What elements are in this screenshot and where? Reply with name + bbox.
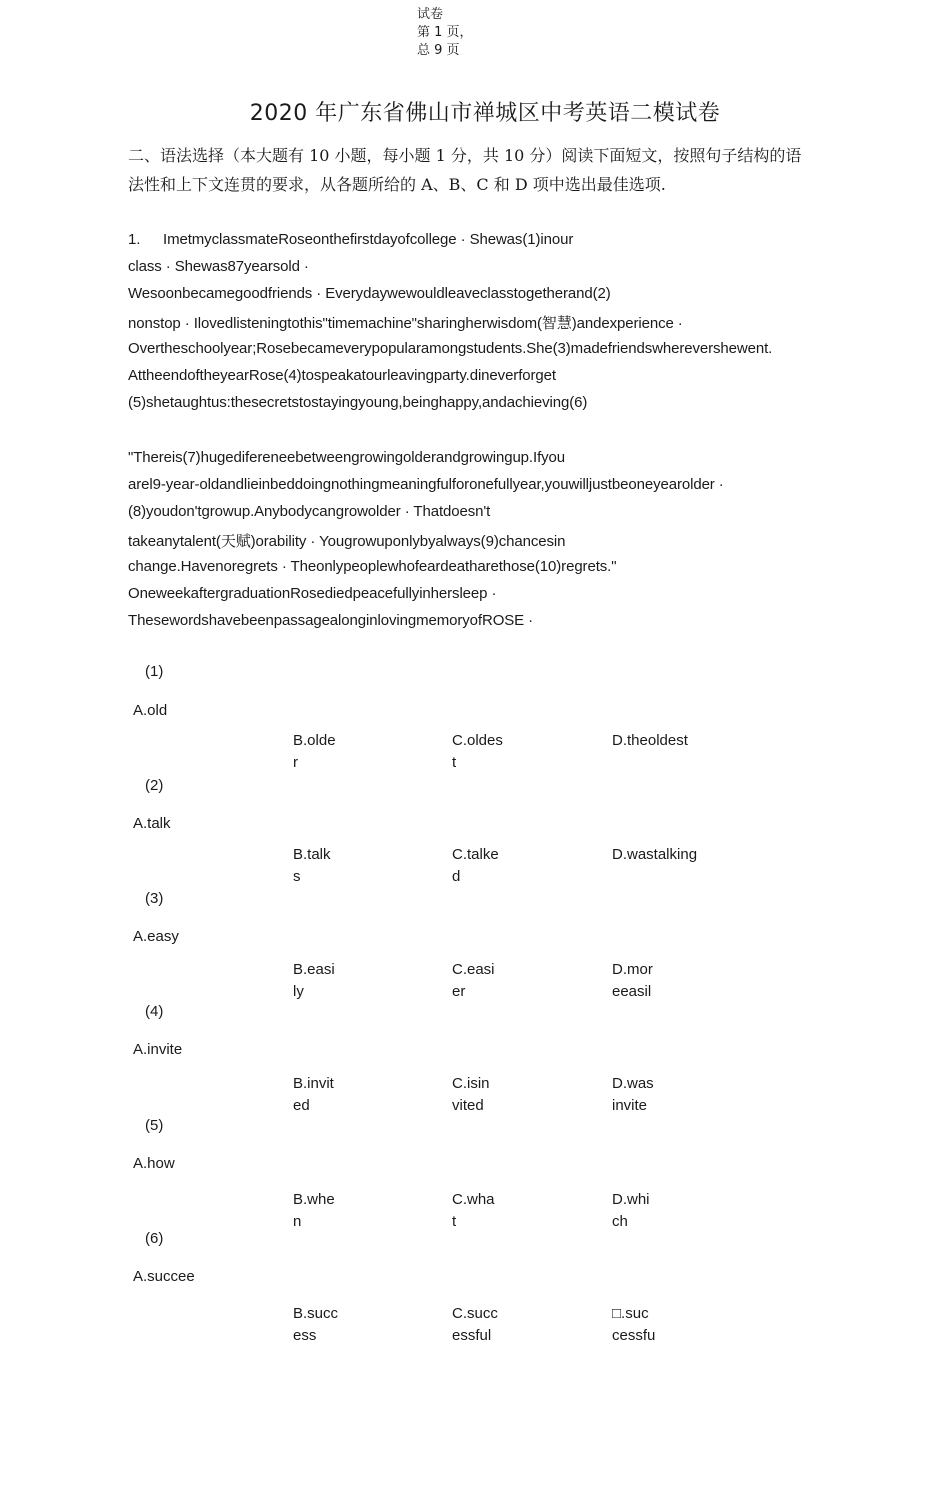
option-d[interactable]: D.mor eeasil [612,961,653,1000]
option-a[interactable]: A.easy [133,928,179,945]
instructions-line-1: 二、语法选择（本大题有 10 小题，每小题 1 分，共 10 分）阅读下面短文，按照句子结构的语 [128,146,802,165]
question-number: (1) [145,663,164,680]
question-number: (6) [145,1230,164,1247]
option-c[interactable]: C.easi er [452,961,495,1000]
option-b[interactable]: B.whe n [293,1191,335,1230]
option-c[interactable]: C.isin vited [452,1075,490,1114]
passage-line: AttheendoftheyearRose(4)tospeakatourleavingparty.dineverforget [128,367,556,384]
option-c[interactable]: C.oldes t [452,732,503,771]
header-label: 试卷 [417,7,444,22]
question-number: (2) [145,777,164,794]
passage-line: ThesewordshavebeenpassagealonginlovingmemoryofROSE · [128,612,534,629]
page-number: 第 1 页， [417,25,473,40]
passage-line: "Thereis(7)hugedifereneebetweengrowingolderandgrowingup.Ifyou [128,449,566,466]
total-pages: 总 9 页 [417,43,460,58]
option-d[interactable]: D.theoldest [612,732,688,749]
passage-line: class · Shewas87yearsold · [128,258,309,275]
question-number: 1. [128,231,141,248]
option-d[interactable]: D.wastalking [612,846,698,863]
question-number: (3) [145,890,164,907]
passage-line: Overtheschoolyear;Rosebecameverypopularamongstudents.She(3)madefriendswherevershewent. [128,340,773,357]
option-d[interactable]: D.whi ch [612,1191,650,1230]
option-b[interactable]: B.succ ess [293,1305,339,1344]
option-d[interactable]: D.was invite [612,1075,654,1114]
passage-line: OneweekaftergraduationRosediedpeacefullyinhersleep · [128,585,497,602]
option-a[interactable]: A.old [133,702,168,719]
passage-line: nonstop · Ilovedlisteningtothis"timemachine"sharingherwisdom(智慧)andexperience · [128,315,683,332]
option-a[interactable]: A.succee [133,1268,195,1285]
page-title: 2020 年广东省佛山市禅城区中考英语二模试卷 [249,101,721,126]
option-b[interactable]: B.olde r [293,732,336,771]
question-number: (5) [145,1117,164,1134]
passage-line: (8)youdon'tgrowup.Anybodycangrowolder · Thatdoesn't [128,503,491,520]
question-number: (4) [145,1003,164,1020]
passage-line: Wesoonbecamegoodfriends · Everydaywewouldleaveclasstogetherand(2) [128,285,611,302]
passage-line: ImetmyclassmateRoseonthefirstdayofcollege · Shewas(1)inour [163,231,574,248]
option-b[interactable]: B.easi ly [293,961,335,1000]
passage-line: takeanytalent(天赋)orability · Yougrowuponlybyalways(9)chancesin [128,533,566,550]
option-a[interactable]: A.how [133,1155,175,1172]
option-c[interactable]: C.talke d [452,846,499,885]
passage-line: change.Havenoregrets · Theonlypeoplewhofeardeatharethose(10)regrets." [128,558,617,575]
option-b[interactable]: B.invit ed [293,1075,334,1114]
option-a[interactable]: A.invite [133,1041,183,1058]
option-b[interactable]: B.talk s [293,846,331,885]
option-d[interactable]: □.suc cessfu [612,1305,656,1344]
passage-line: (5)shetaughtus:thesecretstostayingyoung,beinghappy,andachieving(6) [128,394,588,411]
option-c[interactable]: C.wha t [452,1191,495,1230]
instructions-line-2: 法性和上下文连贯的要求，从各题所给的 A、B、C 和 D 项中选出最佳选项. [128,175,666,194]
option-c[interactable]: C.succ essful [452,1305,498,1344]
passage-line: arel9-year-oldandlieinbeddoingnothingmeaningfulforonefullyear,youwilljustbeoneyearolder · [128,476,724,493]
option-a[interactable]: A.talk [133,815,171,832]
